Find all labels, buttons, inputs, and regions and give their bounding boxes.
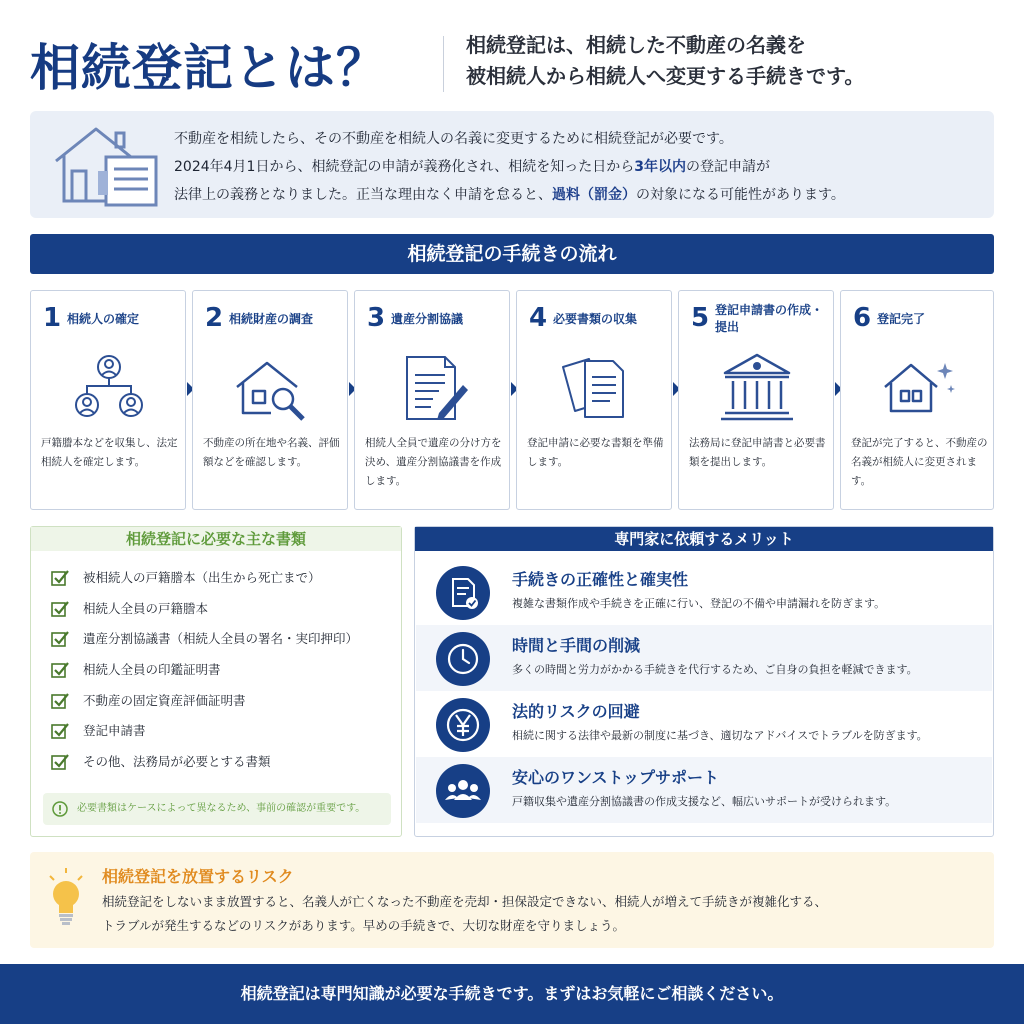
step-card [516, 290, 672, 510]
step-title: 登記申請書の作成・提出 [715, 303, 824, 334]
risk-text [102, 890, 982, 938]
header-desc-line1: 相続登記は、相続した不動産の名義を [466, 33, 806, 57]
risk-title: 相続登記を放置するリスク [102, 867, 294, 886]
checkbox-check-icon [51, 722, 69, 740]
step-card [354, 290, 510, 510]
merit-description: 複雑な書類作成や手続きを正確に行い、登記の不備や申請漏れを防ぎます。 [512, 597, 886, 610]
step-number: 4 [529, 303, 548, 333]
required-documents-title: 相続登記に必要な主な書類 [31, 527, 401, 551]
step-card [840, 290, 994, 510]
checkbox-check-icon [51, 692, 69, 710]
footer-banner: 相続登記は専門知識が必要な手続きです。まずはお気軽にご相談ください。 [0, 964, 1024, 1024]
risk-line1: 相続登記をしないまま放置すると、名義人が亡くなった不動産を売却・担保設定できない、相続人が増えて手続きが複雑化する、 [102, 894, 828, 909]
intro-text [174, 125, 984, 209]
flow-title-bar: 相続登記の手続きの流れ [30, 234, 994, 274]
merit-title: 法的リスクの回避 [512, 702, 640, 721]
header-description [466, 30, 864, 92]
document-label: 遺産分割協議書（相続人全員の署名・実印押印） [83, 631, 359, 647]
list-item [51, 628, 358, 659]
step-description: 法務局に登記申請書と必要書類を提出します。 [689, 437, 826, 468]
expert-merits-title: 専門家に依頼するメリット [415, 527, 993, 551]
checkbox-check-icon [51, 569, 69, 587]
step-card [30, 290, 186, 510]
merit-item [416, 625, 992, 691]
family-tree-icon [69, 347, 149, 427]
list-item [51, 690, 358, 721]
flow-steps [30, 290, 994, 510]
document-label: 登記申請書 [83, 723, 146, 739]
intro-panel [30, 111, 994, 218]
intro-deadline-highlight: 3年以内 [634, 159, 687, 175]
checkbox-check-icon [51, 661, 69, 679]
people-icon [436, 764, 490, 818]
list-item [51, 598, 358, 629]
merit-title: 時間と手間の削減 [512, 636, 641, 655]
risk-panel [30, 852, 994, 948]
list-item [51, 720, 358, 751]
merit-description: 多くの時間と労力がかかる手続きを代行するため、ご自身の負担を軽減できます。 [512, 663, 918, 676]
document-check-icon [436, 566, 490, 620]
step-number: 3 [367, 303, 386, 333]
step-title: 遺産分割協議 [391, 312, 464, 326]
list-item [51, 567, 358, 598]
step-card [678, 290, 834, 510]
step-number: 1 [43, 303, 62, 333]
list-item [51, 751, 358, 782]
intro-line2-a: 2024年4月1日から、相続登記の申請が義務化され、相続を知った日から [174, 159, 635, 175]
exclamation-circle-icon [52, 801, 68, 817]
header-desc-line2: 被相続人から相続人へ変更する手続きです。 [466, 64, 865, 88]
step-description: 戸籍謄本などを収集し、法定相続人を確定します。 [41, 437, 178, 468]
list-item [51, 659, 358, 690]
document-label: その他、法務局が必要とする書類 [83, 754, 271, 770]
documents-icon [555, 347, 635, 427]
documents-note [43, 793, 391, 825]
step-title: 必要書類の収集 [553, 312, 638, 326]
step-number: 2 [205, 303, 224, 333]
checkbox-check-icon [51, 753, 69, 771]
merit-title: 手続きの正確性と確実性 [512, 570, 689, 589]
document-label: 被相続人の戸籍謄本（出生から死亡まで） [83, 570, 321, 585]
header-divider [443, 36, 444, 92]
document-pen-icon [393, 347, 473, 427]
clock-icon [436, 632, 490, 686]
step-title: 相続人の確定 [67, 312, 140, 326]
documents-note-text: 必要書類はケースによって異なるため、事前の確認が重要です。 [77, 803, 366, 814]
risk-line2: トラブルが発生するなどのリスクがあります。早めの手続きで、大切な財産を守りましょう。 [102, 918, 626, 933]
page-title: 相続登記とは？ [30, 38, 387, 97]
merit-description: 相続に関する法律や最新の制度に基づき、適切なアドバイスでトラブルを防ぎます。 [512, 729, 928, 742]
lightbulb-icon [46, 868, 86, 928]
expert-merits-panel [414, 526, 994, 837]
merit-item [416, 559, 992, 625]
intro-line3-b: の対象になる可能性があります。 [636, 187, 845, 203]
document-label: 相続人全員の印鑑証明書 [83, 662, 221, 678]
step-number: 5 [691, 303, 710, 333]
merit-item [416, 757, 992, 823]
merit-title: 安心のワンストップサポート [512, 768, 720, 787]
step-title: 登記完了 [877, 312, 926, 326]
step-number: 6 [853, 303, 872, 333]
yen-icon [436, 698, 490, 752]
required-documents-panel [30, 526, 402, 837]
house-search-icon [231, 347, 311, 427]
intro-line2 [174, 153, 984, 181]
merit-description: 戸籍収集や遺産分割協議書の作成支援など、幅広いサポートが受けられます。 [512, 795, 897, 808]
intro-line3-a: 法律上の義務となりました。正当な理由なく申請を怠ると、 [174, 187, 552, 203]
step-description: 不動産の所在地や名義、評価額などを確認します。 [203, 437, 340, 468]
document-label: 相続人全員の戸籍謄本 [83, 600, 209, 616]
intro-line3 [174, 181, 984, 209]
intro-penalty-highlight: 過料（罰金） [552, 187, 636, 203]
checkbox-check-icon [51, 600, 69, 618]
step-description: 登記が完了すると、不動産の名義が相続人に変更されます。 [851, 437, 988, 487]
header [30, 22, 1000, 102]
house-sparkle-icon [879, 347, 959, 427]
document-label: 不動産の固定資産評価証明書 [83, 692, 246, 708]
bureau-building-icon [717, 347, 797, 427]
intro-line2-b: の登記申請が [686, 159, 771, 175]
house-document-icon [50, 121, 170, 211]
step-card [192, 290, 348, 510]
merit-item [416, 691, 992, 757]
required-documents-list [51, 567, 358, 782]
checkbox-check-icon [51, 630, 69, 648]
step-description: 登記申請に必要な書類を準備します。 [527, 437, 664, 468]
step-description: 相続人全員で遺産の分け方を決め、遺産分割協議書を作成します。 [365, 437, 502, 487]
intro-line1: 不動産を相続したら、その不動産を相続人の名義に変更するために相続登記が必要です。 [174, 131, 733, 147]
step-title: 相続財産の調査 [229, 312, 314, 326]
